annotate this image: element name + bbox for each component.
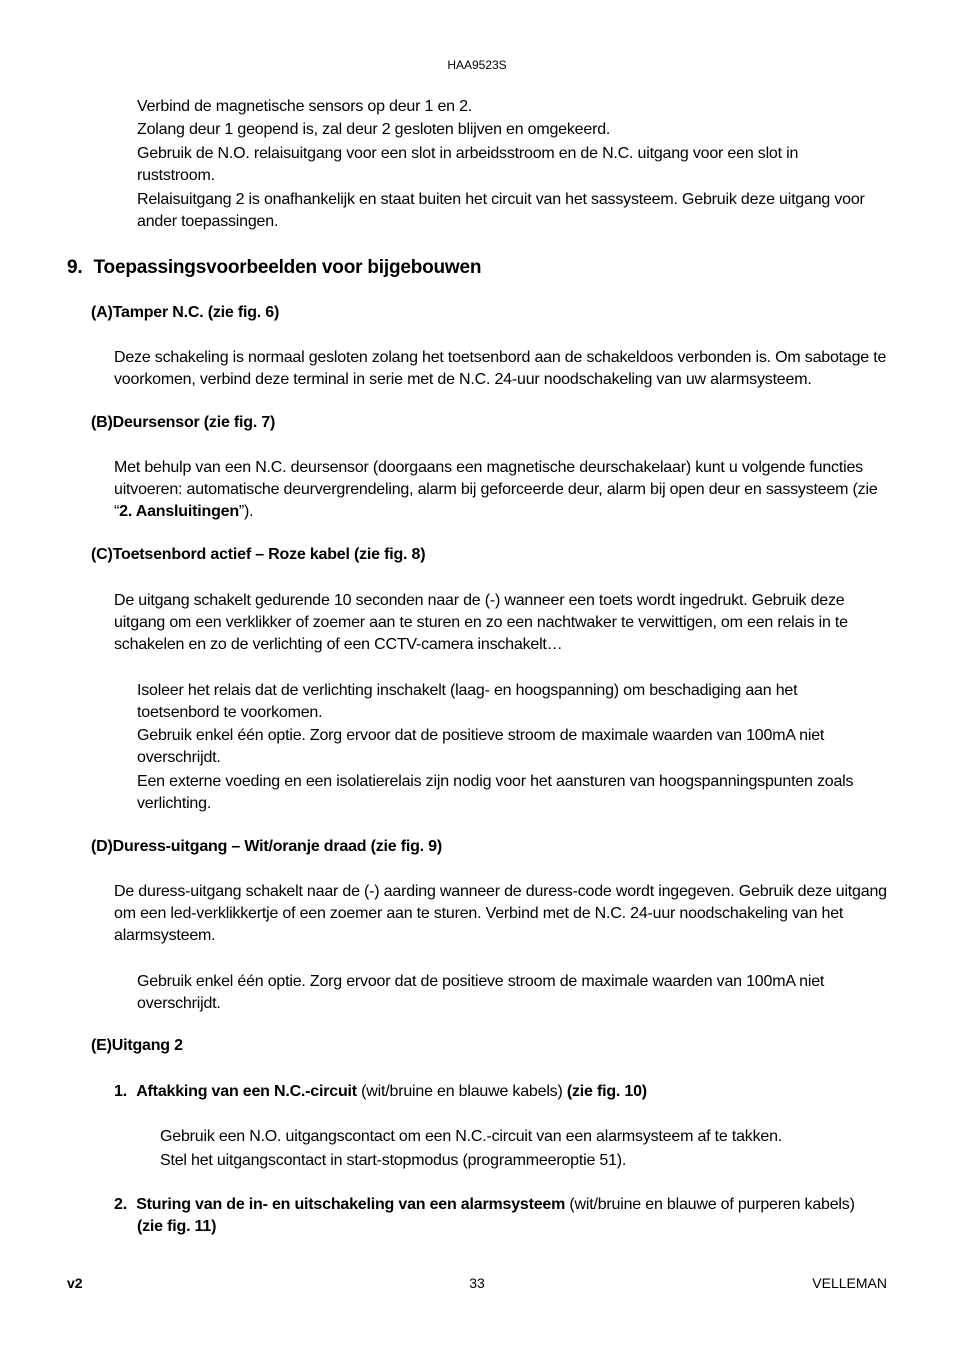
paragraph-d: De duress-uitgang schakelt naar de (-) aarding wanneer de duress-code wordt ingegeven. Gebruik deze uitgang om een led-verklikkertje of een zoemer aan te sturen. Verbind met de N.C. 24-uur noodschakeling van het alarmsysteem. xyxy=(114,883,887,944)
list-item-text: (wit/bruine en blauwe kabels) xyxy=(356,1083,567,1100)
paragraph-text: Met behulp van een N.C. deursensor (doorgaans een magnetische deurschakelaar) kunt u volgende functies uitvoeren: automatische deurvergrendeling, alarm bij geforceerde deur, alarm bij open deur en sassysteem (zie “ xyxy=(114,459,878,520)
list-item-line: Gebruik een N.O. uitgangscontact om een N.C.-circuit van een alarmsysteem af te takken. xyxy=(160,1128,783,1145)
section-heading xyxy=(67,257,481,279)
list-item-line: Stel het uitgangscontact in start-stopmodus (programmeeroptie 51). xyxy=(160,1152,627,1169)
footer-brand: VELLEMAN xyxy=(812,1275,887,1291)
header-code: HAA9523S xyxy=(447,58,507,72)
subheading-a xyxy=(91,304,279,322)
subheading-c xyxy=(91,546,425,564)
intro-line: Zolang deur 1 geopend is, zal deur 2 gesloten blijven en omgekeerd. xyxy=(137,121,611,138)
section-title: Toepassingsvoorbeelden voor bijgebouwen xyxy=(93,257,482,278)
section-number: 9. xyxy=(67,257,83,278)
intro-line: Verbind de magnetische sensors op deur 1 en 2. xyxy=(137,98,473,115)
figure-reference: (zie fig. 11) xyxy=(137,1218,217,1235)
paragraph-b xyxy=(114,457,884,523)
subheading-label: (E) xyxy=(91,1037,112,1054)
list-number: 2. xyxy=(114,1196,127,1213)
list-item-title: Sturing van de in- en uitschakeling van een alarmsysteem xyxy=(136,1196,566,1213)
page-number: 33 xyxy=(469,1275,485,1291)
paragraph-text: ”). xyxy=(238,503,254,520)
intro-line: Relaisuitgang 2 is onafhankelijk en staat buiten het circuit van het sassysteem. Gebruik deze uitgang voor ander toepassingen. xyxy=(137,191,865,230)
note-line: Gebruik enkel één optie. Zorg ervoor dat de positieve stroom de maximale waarden van 100mA niet overschrijdt. xyxy=(137,973,825,1012)
list-item-1 xyxy=(114,1081,894,1103)
subheading-title: Deursensor (zie fig. 7) xyxy=(112,414,276,431)
subheading-title: Tamper N.C. (zie fig. 6) xyxy=(112,304,280,321)
note-line: Een externe voeding en een isolatierelais zijn nodig voor het aansturen van hoogspanningspunten zoals verlichting. xyxy=(137,773,854,812)
subheading-label: (A) xyxy=(91,304,113,321)
subheading-label: (D) xyxy=(91,838,113,855)
subheading-title: Duress-uitgang – Wit/oranje draad (zie fig. 9) xyxy=(112,838,442,855)
list-number: 1. xyxy=(114,1083,127,1100)
list-item-title: Aftakking van een N.C.-circuit xyxy=(136,1083,357,1100)
footer-version: v2 xyxy=(67,1275,83,1291)
subheading-d xyxy=(91,838,442,856)
subheading-label: (B) xyxy=(91,414,113,431)
intro-line: Gebruik de N.O. relaisuitgang voor een slot in arbeidsstroom en de N.C. uitgang voor een slot in ruststroom. xyxy=(137,145,799,184)
list-item-2 xyxy=(114,1194,894,1216)
subheading-title: Uitgang 2 xyxy=(111,1037,183,1054)
list-item-text: (wit/bruine en blauwe of purperen kabels) xyxy=(565,1196,855,1213)
note-line: Isoleer het relais dat de verlichting inschakelt (laag- en hoogspanning) om beschadiging aan het toetsenbord te voorkomen. xyxy=(137,682,798,721)
figure-reference: (zie fig. 10) xyxy=(566,1083,647,1100)
subheading-b xyxy=(91,414,275,432)
paragraph-a: Deze schakeling is normaal gesloten zolang het toetsenbord aan de schakeldoos verbonden is. Om sabotage te voorkomen, verbind deze terminal in serie met de N.C. 24-uur noodschakeling van uw alarmsysteem. xyxy=(114,349,887,388)
subheading-title: Toetsenbord actief – Roze kabel (zie fig. 8) xyxy=(112,546,426,563)
subheading-e xyxy=(91,1037,183,1055)
note-line: Gebruik enkel één optie. Zorg ervoor dat de positieve stroom de maximale waarden van 100mA niet overschrijdt. xyxy=(137,727,825,766)
paragraph-c: De uitgang schakelt gedurende 10 seconden naar de (-) wanneer een toets wordt ingedrukt. Gebruik deze uitgang om een verklikker of zoemer aan te sturen en zo een nachtwaker te verwittigen, om een relais in te schakelen en zo de verlichting of een CCTV-camera inschakelt… xyxy=(114,592,848,653)
subheading-label: (C) xyxy=(91,546,113,563)
cross-reference: 2. Aansluitingen xyxy=(119,503,239,520)
